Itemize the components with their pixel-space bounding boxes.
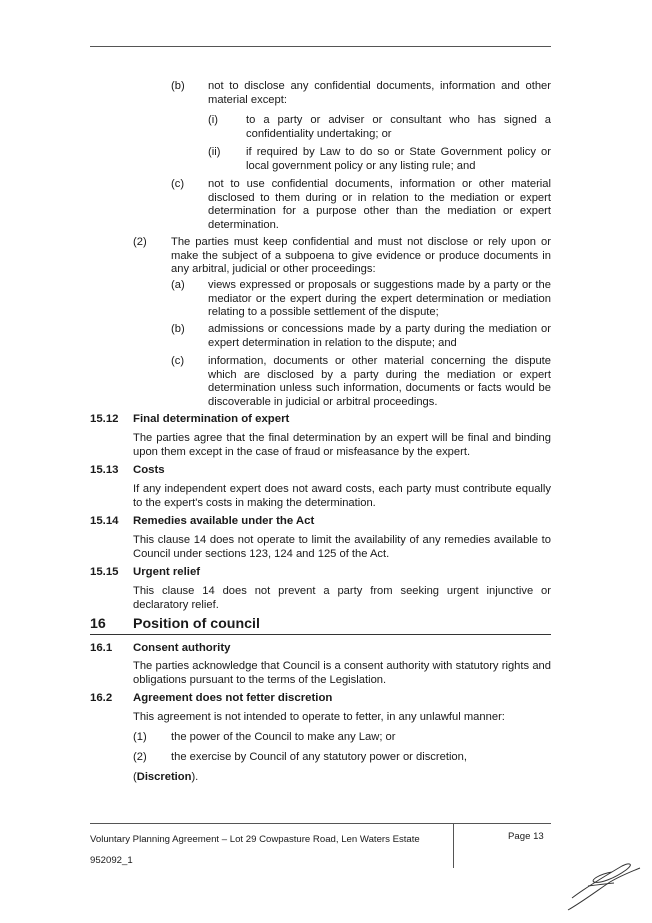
item-label: (2) [133, 751, 147, 763]
section-heading: Position of council [133, 616, 260, 632]
paragraph: not to use confidential documents, information or other material disclosed to them during or in relation to the mediation or expert determination for a purpose other than the mediation or expert determination. [208, 178, 551, 231]
item-label: (2) [133, 236, 147, 248]
signature-initials [560, 858, 645, 916]
section-number: 16.2 [90, 692, 113, 704]
paragraph: This agreement is not intended to operate to fetter, in any unlawful manner: [133, 711, 505, 723]
section-rule [90, 634, 551, 635]
item-label: (i) [208, 114, 218, 126]
footer-rule [90, 823, 551, 824]
footer-page-number: Page 13 [508, 831, 544, 842]
section-number: 15.15 [90, 566, 119, 578]
section-heading: Remedies available under the Act [133, 515, 315, 527]
item-label: (b) [171, 323, 185, 335]
section-number: 15.12 [90, 413, 119, 425]
section-heading: Final determination of expert [133, 413, 290, 425]
section-number: 16 [90, 616, 106, 632]
paragraph: This clause 14 does not operate to limit the availability of any remedies available to Council under sections 123, 124 and 125 of the Act. [133, 534, 551, 560]
section-number: 16.1 [90, 642, 113, 654]
item-label: (ii) [208, 146, 221, 158]
paragraph: This clause 14 does not prevent a party from seeking urgent injunctive or declaratory relief. [133, 585, 551, 611]
definition [133, 771, 198, 785]
definition-open: ( [133, 771, 137, 783]
paragraph: the power of the Council to make any Law; or [171, 731, 396, 743]
section-heading: Agreement does not fetter discretion [133, 692, 333, 704]
section-heading: Consent authority [133, 642, 231, 654]
paragraph: admissions or concessions made by a party during the mediation or expert determination in relation to the dispute; and [208, 323, 551, 349]
paragraph: views expressed or proposals or suggestions made by a party or the mediator or the expert during the expert determination or mediation relating to a possible settlement of the dispute; [208, 279, 551, 319]
paragraph: The parties must keep confidential and must not disclose or rely upon or make the subject of a subpoena to give evidence or produce documents in any arbitral, judicial or other proceedings: [171, 236, 551, 276]
section-number: 15.13 [90, 464, 119, 476]
paragraph: If any independent expert does not award costs, each party must contribute equally to the expert's costs in making the determination. [133, 483, 551, 509]
definition-term: Discretion [136, 771, 192, 783]
item-label: (1) [133, 731, 147, 743]
footer-doc-number: 952092_1 [90, 855, 133, 866]
footer-title: Voluntary Planning Agreement – Lot 29 Cowpasture Road, Len Waters Estate [90, 834, 420, 845]
section-number: 15.14 [90, 515, 119, 527]
item-label: (a) [171, 279, 185, 291]
paragraph: to a party or adviser or consultant who has signed a confidentiality undertaking; or [246, 114, 551, 140]
paragraph: if required by Law to do so or State Government policy or local government policy or any listing rule; and [246, 146, 551, 172]
header-rule [90, 46, 551, 47]
item-label: (b) [171, 80, 185, 92]
section-heading: Urgent relief [133, 566, 201, 578]
paragraph: The parties acknowledge that Council is a consent authority with statutory rights and obligations pursuant to the terms of the Legislation. [133, 660, 551, 686]
definition-close: ). [191, 771, 199, 783]
paragraph: not to disclose any confidential documents, information and other material except: [208, 80, 551, 106]
paragraph: information, documents or other material concerning the dispute which are disclosed by a party during the mediation or expert determination unless such information, documents or facts would be discoverable in judicial or arbitral proceedings. [208, 355, 551, 408]
item-label: (c) [171, 178, 185, 190]
item-label: (c) [171, 355, 185, 367]
paragraph: the exercise by Council of any statutory power or discretion, [171, 751, 467, 763]
footer-divider [453, 823, 454, 868]
paragraph: The parties agree that the final determination by an expert will be final and binding upon them except in the case of fraud or misfeasance by the expert. [133, 432, 551, 458]
section-heading: Costs [133, 464, 165, 476]
